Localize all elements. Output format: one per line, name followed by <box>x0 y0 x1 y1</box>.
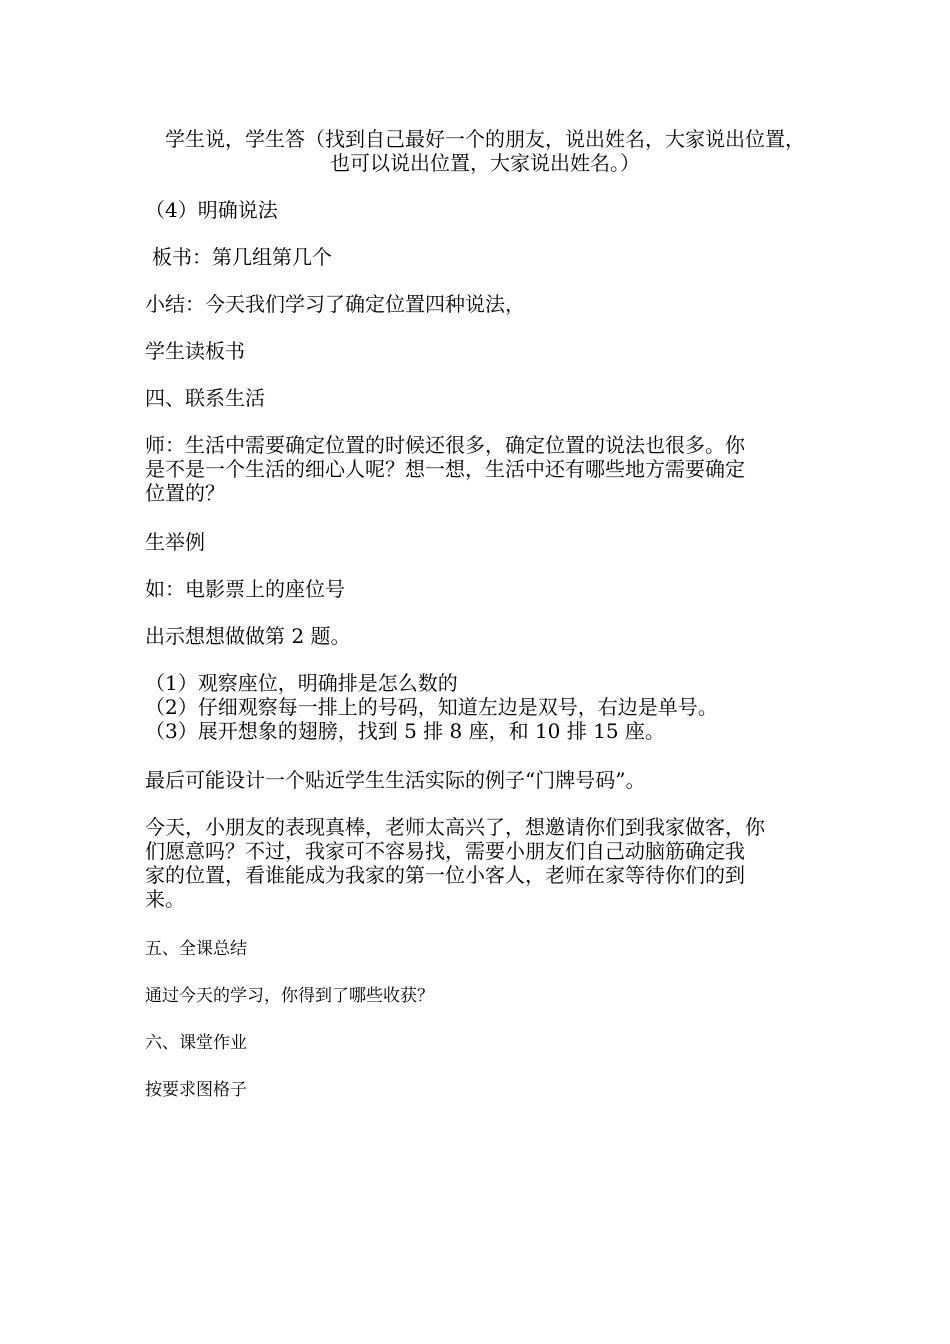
final-design-text: 最后可能设计一个贴近学生生活实际的例子“门牌号码”。 <box>145 768 646 792</box>
example-1-text: 如：电影票上的座位号 <box>145 577 345 601</box>
board-text: 板书：第几组第几个 <box>152 245 332 269</box>
intro-paragraph <box>140 127 830 175</box>
examples-text: 生举例 <box>145 530 205 554</box>
intro-line-2: 也可以说出位置，大家说出姓名。） <box>330 151 640 175</box>
teacher-line-1: 师：生活中需要确定位置的时候还很多，确定位置的说法也很多。你 <box>145 433 745 457</box>
task-item-2: （2）仔细观察每一排上的号码，知道左边是双号，右边是单号。 <box>145 695 718 719</box>
exercise-text: 出示想想做做第 2 题。 <box>145 624 351 648</box>
teacher-line-2: 是不是一个生活的细心人呢？想一想，生活中还有哪些地方需要确定 <box>145 457 745 481</box>
task-list <box>145 671 820 743</box>
section-6-heading: 六、课堂作业 <box>145 1033 247 1053</box>
homework-text: 按要求图格子 <box>145 1080 247 1100</box>
section-5-heading: 五、全课总结 <box>145 939 247 959</box>
intro-line-1: 学生说，学生答（找到自己最好一个的朋友，说出姓名，大家说出位置， <box>165 127 805 151</box>
task-item-3: （3）展开想象的翅膀，找到 5 排 8 座，和 10 排 15 座。 <box>145 719 665 743</box>
section-4-heading: 四、联系生活 <box>145 386 265 410</box>
step-4-heading: （4）明确说法 <box>145 198 278 222</box>
teacher-paragraph <box>145 433 820 505</box>
reflection-text: 通过今天的学习，你得到了哪些收获？ <box>145 986 434 1006</box>
invitation-line-2: 们愿意吗？不过，我家可不容易找，需要小朋友们自己动脑筋确定我 <box>145 839 745 863</box>
invitation-paragraph <box>145 815 820 911</box>
invitation-line-4: 来。 <box>145 887 185 911</box>
summary-text: 小结：今天我们学习了确定位置四种说法， <box>145 292 525 316</box>
invitation-line-1: 今天，小朋友的表现真棒，老师太高兴了，想邀请你们到我家做客，你 <box>145 815 765 839</box>
invitation-line-3: 家的位置，看谁能成为我家的第一位小客人，老师在家等待你们的到 <box>145 863 745 887</box>
task-item-1: （1）观察座位，明确排是怎么数的 <box>145 671 458 695</box>
teacher-line-3: 位置的？ <box>145 481 225 505</box>
students-read-text: 学生读板书 <box>145 339 245 363</box>
